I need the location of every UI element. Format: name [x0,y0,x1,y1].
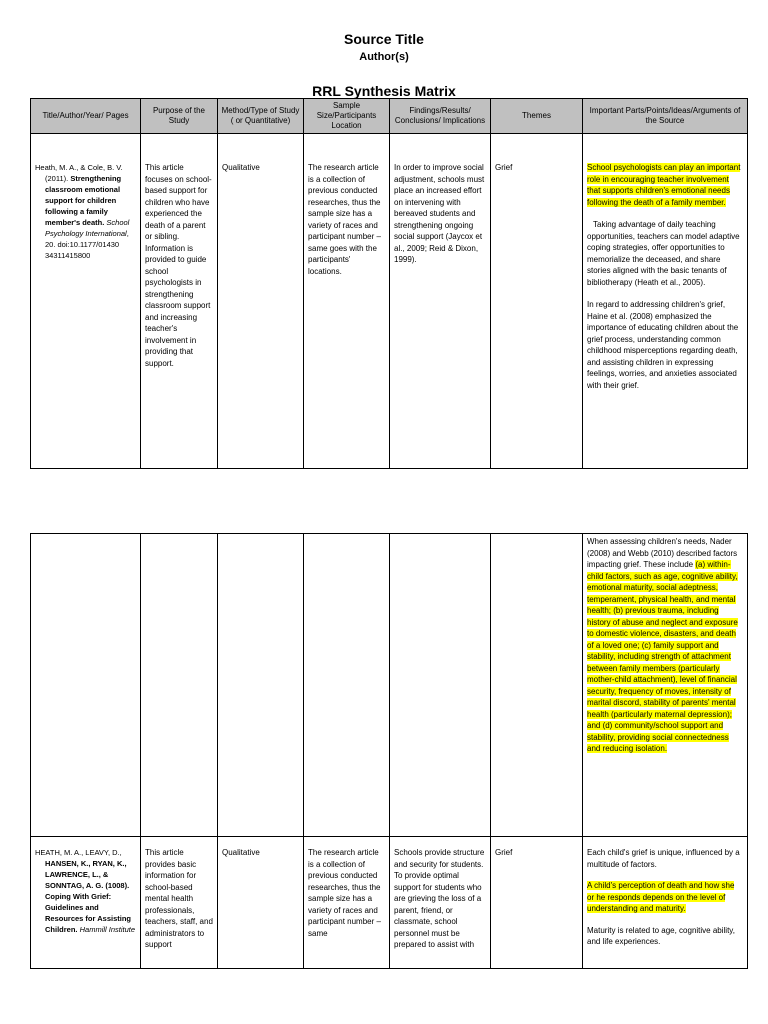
ref-title: HANSEN, K., RYAN, K., LAWRENCE, L., & SONNTAG, A. G. (1008). Coping With Grief: Guidelines and Resources for Assisting Children. [45,859,131,934]
table-row [31,534,748,837]
cell-sample: The research article is a collection of previous conducted researches, thus the sample size has a variety of races and participant number – same [304,837,390,969]
point-intro: When assessing children's needs, Nader (2008) and Webb (2010) described factors impacting grief. These include [587,537,738,569]
source-title: Source Title [344,31,424,47]
col-header-points: Important Parts/Points/Ideas/Arguments of the Source [583,99,748,134]
highlighted-point: (a) within-child factors, such as age, cognitive ability, emotional maturity, social adeptness, temperament, physical health, and mental health; (b) previous trauma, including history of abuse and neglect and exposure to domestic violence, disasters, and death of a loved one; (c) family support and stability, including strength of attachment between family members (particularly mother-child attachment), level of financial security, frequency of moves, intensity of marital discord, stability of parents' mental health (particularly maternal depression); and (d) community/school support and stability, providing social connectedness and reducing isolation. [587,560,738,753]
cell-purpose: This article provides basic information for school-based mental health professionals, teachers, staff, and administrators to support [141,837,218,969]
col-header-findings: Findings/Results/ Conclusions/ Implications [390,99,491,134]
cell-method: Qualitative [218,837,304,969]
point-paragraph: In regard to addressing children's grief, Haine et al. (2008) emphasized the importance of educating children about the grief process, understanding common childhood misperceptions regarding death, and assisting children in expressing feelings, worries, and anxieties associated with their grief. [587,300,739,390]
ref-journal: Hammill Institute [79,925,136,934]
col-header-title-author: Title/Author/Year/ Pages [31,99,141,134]
cell-purpose: This article focuses on school-based support for children who have experienced the death of a parent or sibling. Information is provided to guide school psychologists in strengthening classroom support and increasing teacher's involvement in providing that support. [141,134,218,469]
cell-themes [491,534,583,837]
col-header-method: Method/Type of Study ( or Quantitative) [218,99,304,134]
col-header-sample: Sample Size/Participants Location [304,99,390,134]
highlighted-point: School psychologists can play an important role in encouraging teacher involvement that supports children's emotional needs following the death of a family member. [587,163,741,207]
cell-points [583,134,748,469]
cell-findings [390,534,491,837]
cell-findings: Schools provide structure and security for students. To provide optimal support for students who are grieving the loss of a parent, friend, or classmate, school personnel must be prepared to assist with [390,837,491,969]
source-authors: Author(s) [359,51,409,63]
point-paragraph: Taking advantage of daily teaching opportunities, teachers can model adaptive coping strategies, offer opportunities to memorialize the deceased, and share stories aligned with the basic tenants of bibliotherapy (Heath et al., 2005). [587,220,740,287]
ref-authors: Heath, M. A., & Cole, B. V. [35,163,123,172]
ref-details [35,173,136,261]
point-paragraph: Each child's grief is unique, influenced by a multitude of factors. [587,848,740,869]
table-row [31,837,748,969]
ref-journal: School Psychology International [45,218,130,238]
matrix-title: RRL Synthesis Matrix [312,83,456,99]
cell-findings: In order to improve social adjustment, schools must place an increased effort on intervening with bereaved students and strengthening ongoing social support (Jaycox et al., 2009; Reid & Dixon, 1999). [390,134,491,469]
cell-reference [31,134,141,469]
point-paragraph: Maturity is related to age, cognitive ability, and life experiences. [587,925,735,946]
col-header-purpose: Purpose of the Study [141,99,218,134]
ref-year: (2011). [45,174,69,183]
ref-details [35,858,136,935]
synthesis-table-page1 [30,98,748,469]
ref-title: Strengthening classroom emotional support for children following a family member's death. [45,174,122,227]
cell-reference [31,534,141,837]
cell-points [583,534,748,837]
table-row [31,134,748,469]
ref-doi: , 20. doi:10.1177/01430 34311415800 [45,229,129,260]
cell-purpose [141,534,218,837]
cell-sample [304,534,390,837]
cell-method: Qualitative [218,134,304,469]
cell-points [583,837,748,969]
highlighted-point: A child's perception of death and how she or he responds depends on the level of understanding and maturity. [587,881,735,913]
cell-themes: Grief [491,134,583,469]
ref-authors: HEATH, M. A., LEAVY, D., [35,848,122,857]
cell-sample: The research article is a collection of previous conducted researches, thus the sample size has a variety of races and participant number – same goes with the participants' locations. [304,134,390,469]
cell-reference [31,837,141,969]
cell-themes: Grief [491,837,583,969]
table-header-row [31,99,748,134]
cell-method [218,534,304,837]
synthesis-table-page2 [30,533,748,969]
col-header-themes: Themes [491,99,583,134]
